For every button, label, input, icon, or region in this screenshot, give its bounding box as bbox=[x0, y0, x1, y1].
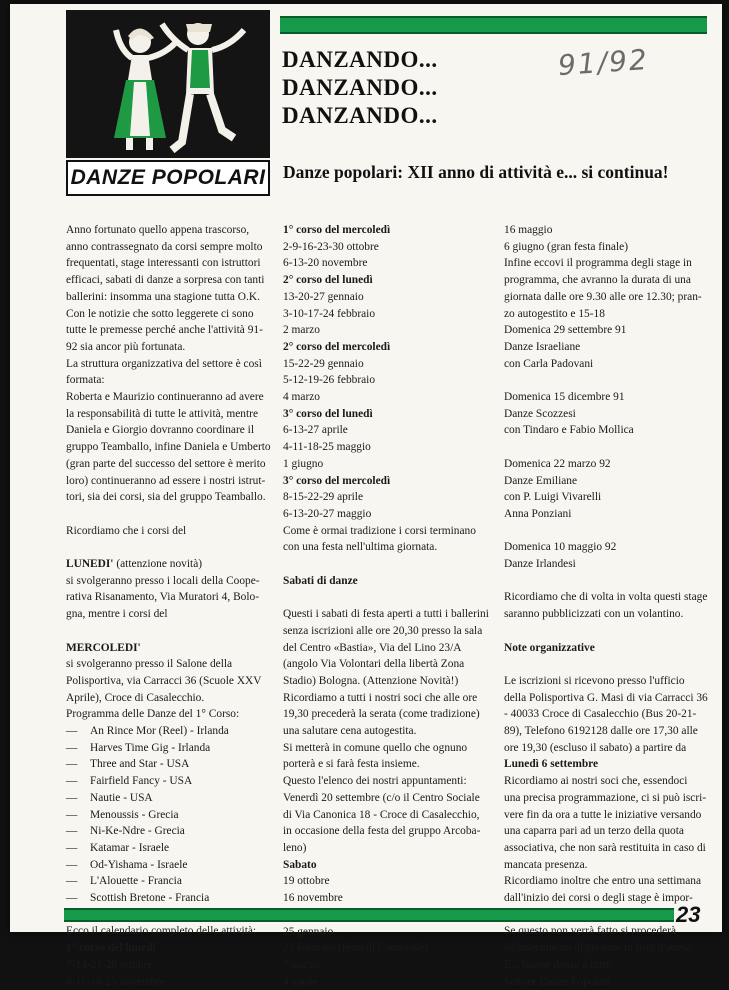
text-line: loro) continueranno ad essere i nostri istrut- bbox=[66, 474, 266, 487]
section-heading: 1° corso del lunedì bbox=[66, 942, 156, 955]
list-dash: — bbox=[66, 875, 78, 888]
text-line: anno contrassegnato da corsi sempre molto bbox=[66, 240, 263, 253]
list-dash: — bbox=[66, 791, 78, 804]
text-line: Ecco il calendario completo delle attività: bbox=[66, 925, 257, 938]
text-line: 6-13-20 novembre bbox=[283, 257, 368, 270]
dance-name: Scottish Bretone - Francia bbox=[90, 892, 210, 905]
dance-name: Katamar - Israele bbox=[90, 841, 170, 854]
text-line: 4-11-18-25 maggio bbox=[283, 441, 371, 454]
text-line bbox=[66, 640, 266, 657]
text-line: Domenica 10 maggio 92 bbox=[504, 541, 617, 554]
paragraph-gap bbox=[66, 623, 266, 640]
text-line: mancata presenza. bbox=[504, 858, 588, 871]
text-line: Ricordiamo ai nostri soci che, essendoci bbox=[504, 775, 688, 788]
text-line: Ricordiamo a tutti i nostri soci che alle ore bbox=[283, 691, 478, 704]
handwritten-note: 91/92 bbox=[556, 42, 650, 83]
text-line: LUNEDI' (attenzione novità) bbox=[66, 558, 203, 571]
text-line: 3-10-17-24 febbraio bbox=[283, 307, 376, 320]
day-heading: LUNEDI' bbox=[66, 558, 114, 571]
page-number: 23 bbox=[676, 902, 701, 927]
section-heading: 2° corso del mercoledì bbox=[283, 340, 391, 353]
text-line: Anna Ponziani bbox=[504, 507, 572, 520]
text-line: Stadio) Bologna. (Attenzione Novità!) bbox=[283, 674, 459, 687]
text-line: all'inserimento di persone in lista d'attesa. bbox=[504, 942, 695, 955]
text-line: efficaci, sabati di danze a sorpresa con tanti bbox=[66, 274, 265, 287]
dance-name: Ni-Ke-Ndre - Grecia bbox=[90, 825, 185, 838]
text-line: 6-13-27 aprile bbox=[283, 424, 348, 437]
logo-label: DANZE POPOLARI bbox=[66, 160, 270, 196]
section-heading: Lunedì 6 settembre bbox=[504, 758, 599, 771]
text-line: 4 aprile bbox=[283, 975, 318, 988]
text-line: Ricordiamo inoltre che entro una settimana bbox=[504, 875, 702, 888]
text-line: porterà e si farà festa insieme. bbox=[283, 758, 420, 771]
section-heading: 3° corso del lunedì bbox=[283, 407, 373, 420]
text-line: saranno pubblicizzati con un volantino. bbox=[504, 608, 684, 621]
text-line: una precisa programmazione, ci si può iscri- bbox=[504, 791, 707, 804]
dance-list-item bbox=[66, 840, 266, 857]
paragraph-gap bbox=[283, 556, 488, 573]
text-line: Aprile), Croce di Casalecchio. bbox=[66, 691, 205, 704]
text-line: leno) bbox=[283, 841, 307, 854]
text-line: con Carla Padovani bbox=[504, 357, 594, 370]
text-line: 7 marzo bbox=[283, 958, 321, 971]
text-line: rativa Risanamento, Via Muratori 4, Bolo- bbox=[66, 591, 260, 604]
text-line: ore 19,30 (escluso il sabato) a partire da bbox=[504, 741, 687, 754]
dance-list-item bbox=[66, 773, 266, 790]
text-line: della Polisportiva G. Masi di via Carracci 36 bbox=[504, 691, 708, 704]
text-line: Programma delle Danze del 1° Corso: bbox=[66, 708, 240, 721]
text-line: Si metterà in comune quello che ognuno bbox=[283, 741, 468, 754]
text-line: 2 marzo bbox=[283, 324, 321, 337]
text-line: 89), Telefono 6192128 dalle ore 17,30 alle bbox=[504, 725, 698, 737]
dance-name: Menoussis - Grecia bbox=[90, 808, 179, 821]
text-line: senza iscrizioni alle ore 20,30 presso la sala bbox=[283, 624, 483, 637]
text-line: giornata dalle ore 9.30 alle ore 12.30; pran- bbox=[504, 290, 702, 303]
section-heading: Sabati di danze bbox=[283, 574, 358, 587]
text-line: con P. Luigi Vivarelli bbox=[504, 491, 602, 504]
section-heading: Note organizzative bbox=[504, 641, 595, 654]
paragraph-gap bbox=[66, 539, 266, 556]
text-line: 7-14-21-28 ottobre bbox=[66, 958, 153, 971]
dance-list-item bbox=[66, 873, 266, 890]
section-heading: 1° corso del mercoledì bbox=[283, 224, 391, 236]
dance-list-item bbox=[66, 857, 266, 874]
list-dash: — bbox=[66, 808, 78, 821]
day-heading: MERCOLEDI' bbox=[66, 641, 141, 654]
list-dash: — bbox=[66, 825, 78, 838]
text-line: una caparra pari ad un terzo della quota bbox=[504, 825, 684, 838]
text-line: 5-12-19-26 febbraio bbox=[283, 374, 376, 387]
headline bbox=[282, 46, 438, 130]
logo bbox=[66, 10, 270, 195]
text-line: Roberta e Maurizio continueranno ad avere bbox=[66, 391, 264, 404]
headline-line: DANZANDO... bbox=[282, 103, 438, 128]
text-line: programma, che avranno la durata di una bbox=[504, 274, 691, 287]
dance-name: Nautie - USA bbox=[90, 791, 153, 804]
text-line: Daniela e Giorgio dovranno coordinare il bbox=[66, 424, 254, 437]
text-line: Questi i sabati di festa aperti a tutti i ballerini bbox=[283, 608, 489, 621]
text-line: 22 febbraio (festa di Carnevale) bbox=[283, 942, 428, 955]
text-line: frequentati, stage interessanti con istruttori bbox=[66, 257, 261, 270]
list-dash: — bbox=[66, 858, 78, 871]
dance-list-item bbox=[66, 823, 266, 840]
list-dash: — bbox=[66, 841, 78, 854]
text-line: 8-15-22-29 aprile bbox=[283, 491, 364, 504]
text-line: in occasione della festa del gruppo Arcoba- bbox=[283, 825, 481, 838]
dance-list-item bbox=[66, 807, 266, 824]
text-line: tori, sia dei corsi, sia del gruppo Teamballo. bbox=[66, 491, 266, 504]
text-line: gruppo Teamballo, infine Daniela e Umberto bbox=[66, 441, 271, 454]
dance-list-item bbox=[66, 790, 266, 807]
text-line: 4-11-18-25 novembre bbox=[66, 975, 166, 988]
text-line: vere fin da ora a tutte le iniziative versando bbox=[504, 808, 702, 821]
text-line: 2-9-16-23-30 ottobre bbox=[283, 240, 379, 253]
list-dash: — bbox=[66, 741, 78, 754]
text-line: formata: bbox=[66, 374, 105, 387]
text-line: 6 giugno (gran festa finale) bbox=[504, 240, 628, 253]
text-line: - 40033 Croce di Casalecchio (Bus 20-21- bbox=[504, 708, 697, 721]
dance-name: L'Alouette - Francia bbox=[90, 875, 182, 888]
text-line: gna, mentre i corsi del bbox=[66, 608, 168, 621]
text-line: 6-13-20-27 maggio bbox=[283, 507, 372, 520]
text-line: 4 marzo bbox=[283, 391, 321, 404]
section-heading: 2° corso del lunedì bbox=[283, 274, 373, 287]
text-line: Le iscrizioni si ricevono presso l'ufficio bbox=[504, 674, 685, 687]
dance-name: Fairfield Fancy - USA bbox=[90, 775, 193, 788]
text-line: Come è ormai tradizione i corsi terminano bbox=[283, 524, 476, 537]
text-line: tutte le premesse perché anche l'attività 91- bbox=[66, 324, 263, 337]
text-line: Domenica 15 dicembre 91 bbox=[504, 391, 625, 404]
text-line: si svolgeranno presso i locali della Coope- bbox=[66, 574, 260, 587]
paragraph-gap bbox=[504, 623, 704, 640]
paragraph-gap bbox=[66, 506, 266, 523]
text-line: 1 giugno bbox=[283, 457, 324, 470]
paragraph-gap bbox=[283, 589, 488, 606]
text-line: Venerdì 20 settembre (c/o il Centro Sociale bbox=[283, 791, 480, 804]
list-dash: — bbox=[66, 758, 78, 771]
text-line: con una festa nell'ultima giornata. bbox=[283, 541, 438, 554]
dance-name: An Rince Mor (Reel) - Irlanda bbox=[90, 725, 229, 738]
article-subtitle: Danze popolari: XII anno di attività e... si continua! bbox=[283, 162, 669, 182]
text-line: Domenica 29 settembre 91 bbox=[504, 324, 627, 337]
column-1 bbox=[66, 222, 271, 990]
text-line: la responsabilità di tutte le attività, mentre bbox=[66, 407, 259, 420]
dance-list-item bbox=[66, 740, 266, 757]
column-3 bbox=[504, 222, 708, 990]
dance-name: Od-Yishama - Israele bbox=[90, 858, 188, 871]
text-line: 19,30 precederà la serata (come tradizione) bbox=[283, 708, 480, 721]
list-dash: — bbox=[66, 892, 78, 905]
dance-list-item bbox=[66, 723, 266, 740]
paragraph-gap bbox=[504, 656, 704, 673]
text-line: 16 novembre bbox=[283, 892, 343, 905]
section-heading: Sabato bbox=[283, 858, 317, 871]
text-line: di Via Canonica 18 - Croce di Casalecchio, bbox=[283, 808, 480, 821]
text-line: 25 gennaio bbox=[283, 925, 334, 938]
text-line: si svolgeranno presso il Salone della bbox=[66, 658, 233, 671]
text-line: dall'inizio dei corsi o degli stage è impor- bbox=[504, 892, 693, 905]
text-line: una salutare cena autogestita. bbox=[283, 725, 417, 738]
dance-name: Harves Time Gig - Irlanda bbox=[90, 741, 211, 754]
text-line: Domenica 22 marzo 92 bbox=[504, 457, 611, 470]
bottom-green-bar bbox=[64, 908, 674, 922]
text-line: con Tindaro e Fabio Mollica bbox=[504, 424, 634, 437]
text-line: Polisportiva, via Carracci 36 (Scuole XXV bbox=[66, 674, 262, 687]
paragraph-gap bbox=[504, 523, 704, 540]
text-line: 92 sia ancor più fortunata. bbox=[66, 340, 186, 353]
text-line: Questo l'elenco dei nostri appuntamenti: bbox=[283, 775, 467, 788]
text-line: Ricordiamo che di volta in volta questi stage bbox=[504, 591, 708, 604]
text-line: Se questo non verrà fatto si procederà bbox=[504, 925, 677, 938]
headline-line: DANZANDO... bbox=[282, 75, 438, 100]
text-line: Danze Scozzesi bbox=[504, 407, 576, 420]
column-2 bbox=[283, 222, 488, 990]
text-line: (angolo Via Volontari della libertà Zona bbox=[283, 658, 465, 671]
text-line: del Centro «Bastia», Via del Lino 23/A bbox=[283, 641, 462, 654]
text-line: zo autogestito e 15-18 bbox=[504, 307, 605, 320]
list-dash: — bbox=[66, 725, 78, 738]
text-line: La struttura organizzativa del settore è così bbox=[66, 357, 262, 370]
paragraph-gap bbox=[504, 439, 704, 456]
magazine-page bbox=[10, 4, 722, 988]
dance-list-item bbox=[66, 890, 266, 907]
text-line: Settore Danze Popolari. bbox=[504, 975, 613, 988]
text-line: E... buone danze a tutte. bbox=[504, 958, 614, 971]
text-line: ballerini: insomma una stagione tutta O.K. bbox=[66, 290, 260, 303]
text-line: Con le notizie che sotto leggerete ci sono bbox=[66, 307, 254, 320]
text-line: associativa, che non sarà restituita in caso di bbox=[504, 841, 706, 854]
text-line: 16 maggio bbox=[504, 224, 553, 236]
top-green-bar bbox=[280, 16, 707, 34]
dance-name: Three and Star - USA bbox=[90, 758, 190, 771]
dancers-illustration bbox=[66, 10, 270, 158]
text-line: Ricordiamo che i corsi del bbox=[66, 524, 187, 537]
text-line: 15-22-29 gennaio bbox=[283, 357, 364, 370]
section-heading: 3° corso del mercoledì bbox=[283, 474, 391, 487]
headline-line: DANZANDO... bbox=[282, 47, 438, 72]
text-line: 19 ottobre bbox=[283, 875, 330, 888]
paragraph-gap bbox=[504, 573, 704, 590]
text-line: Danze Irlandesi bbox=[504, 558, 576, 571]
text-line: Danze Israeliane bbox=[504, 340, 581, 353]
text-line: Anno fortunato quello appena trascorso, bbox=[66, 224, 250, 236]
text-line: Infine eccovi il programma degli stage in bbox=[504, 257, 692, 270]
text-line: (gran parte del successo del settore è merito bbox=[66, 457, 266, 470]
list-dash: — bbox=[66, 775, 78, 788]
text-line: 13-20-27 gennaio bbox=[283, 290, 364, 303]
text-line: Danze Emiliane bbox=[504, 474, 578, 487]
dance-list-item bbox=[66, 756, 266, 773]
paragraph-gap bbox=[504, 372, 704, 389]
